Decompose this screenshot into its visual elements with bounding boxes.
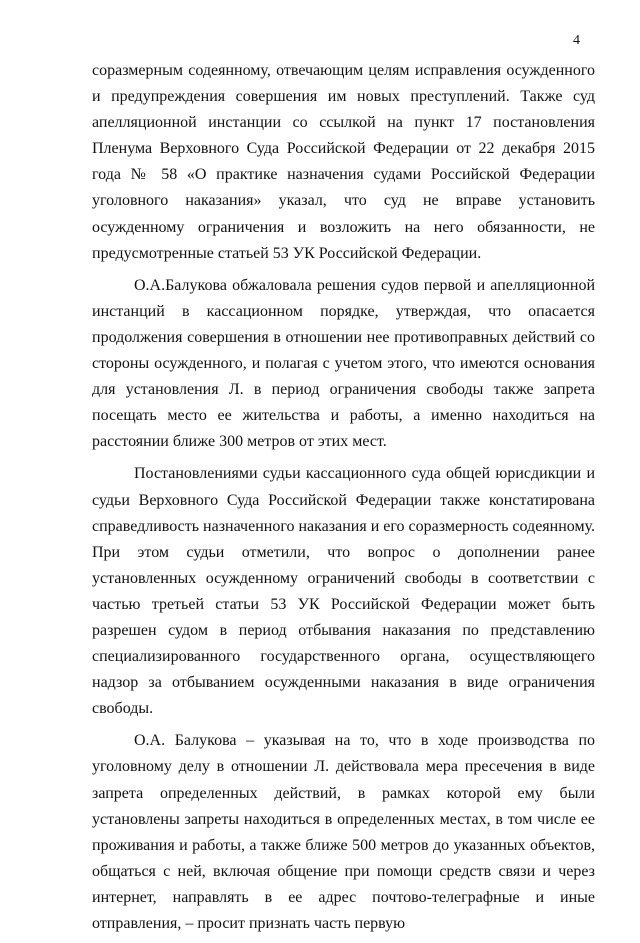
paragraph-cassation-appeal: О.А.Балукова обжаловала решения судов первой и апелляционной инстанций в кассационном порядке, утверждая, что опасается продолжения совершения в отношении нее противоправных действий со стороны осужденного, и полагая с учетом этого, что имеются основания для установления Л. в период ограничения свободы также запрета посещать место ее жительства и работы, а именно находиться на расстоянии ближе 300 метров от этих мест.: [92, 276, 595, 451]
paragraph-balukova-request: О.А. Балукова – указывая на то, что в ходе производства по уголовному делу в отношении Л. действовала мера пресечения в виде запрета определенных действий, в рамках которой ему были установлены запреты находиться в определенных местах, в том числе ее проживания и работы, а также ближе 500 метров до указанных объектов, общаться с ней, включая общение при помощи средств связи и через интернет, направлять в ее адрес почтово-телеграфные и иные отправления, – просит признать часть первую: [92, 732, 595, 932]
document-body: [92, 58, 595, 943]
page-number: 4: [573, 33, 580, 48]
paragraph-court-rulings: Постановлениями судьи кассационного суда общей юрисдикции и судьи Верховного Суда Российской Федерации также констатирована справедливость назначенного наказания и его соразмерность содеянному. При этом судьи отметили, что вопрос о дополнении ранее установленных осужденному ограничений свободы в соответствии с частью третьей статьи 53 УК Российской Федерации может быть разрешен судом в период отбывания наказания по представлению специализированного государственного органа, осуществляющего надзор за отбыванием осужденными наказания в виде ограничения свободы.: [92, 465, 595, 718]
paragraph-continuation: соразмерным содеянному, отвечающим целям исправления осужденного и предупреждения совершения им новых преступлений. Также суд апелляционной инстанции со ссылкой на пункт 17 постановления Пленума Верховного Суда Российской Федерации от 22 декабря 2015 года № 58 «О практике назначения судами Российской Федерации уголовного наказания» указал, что суд не вправе установить осужденному ограничения и возложить на него обязанности, не предусмотренные статьей 53 УК Российской Федерации.: [92, 62, 595, 262]
